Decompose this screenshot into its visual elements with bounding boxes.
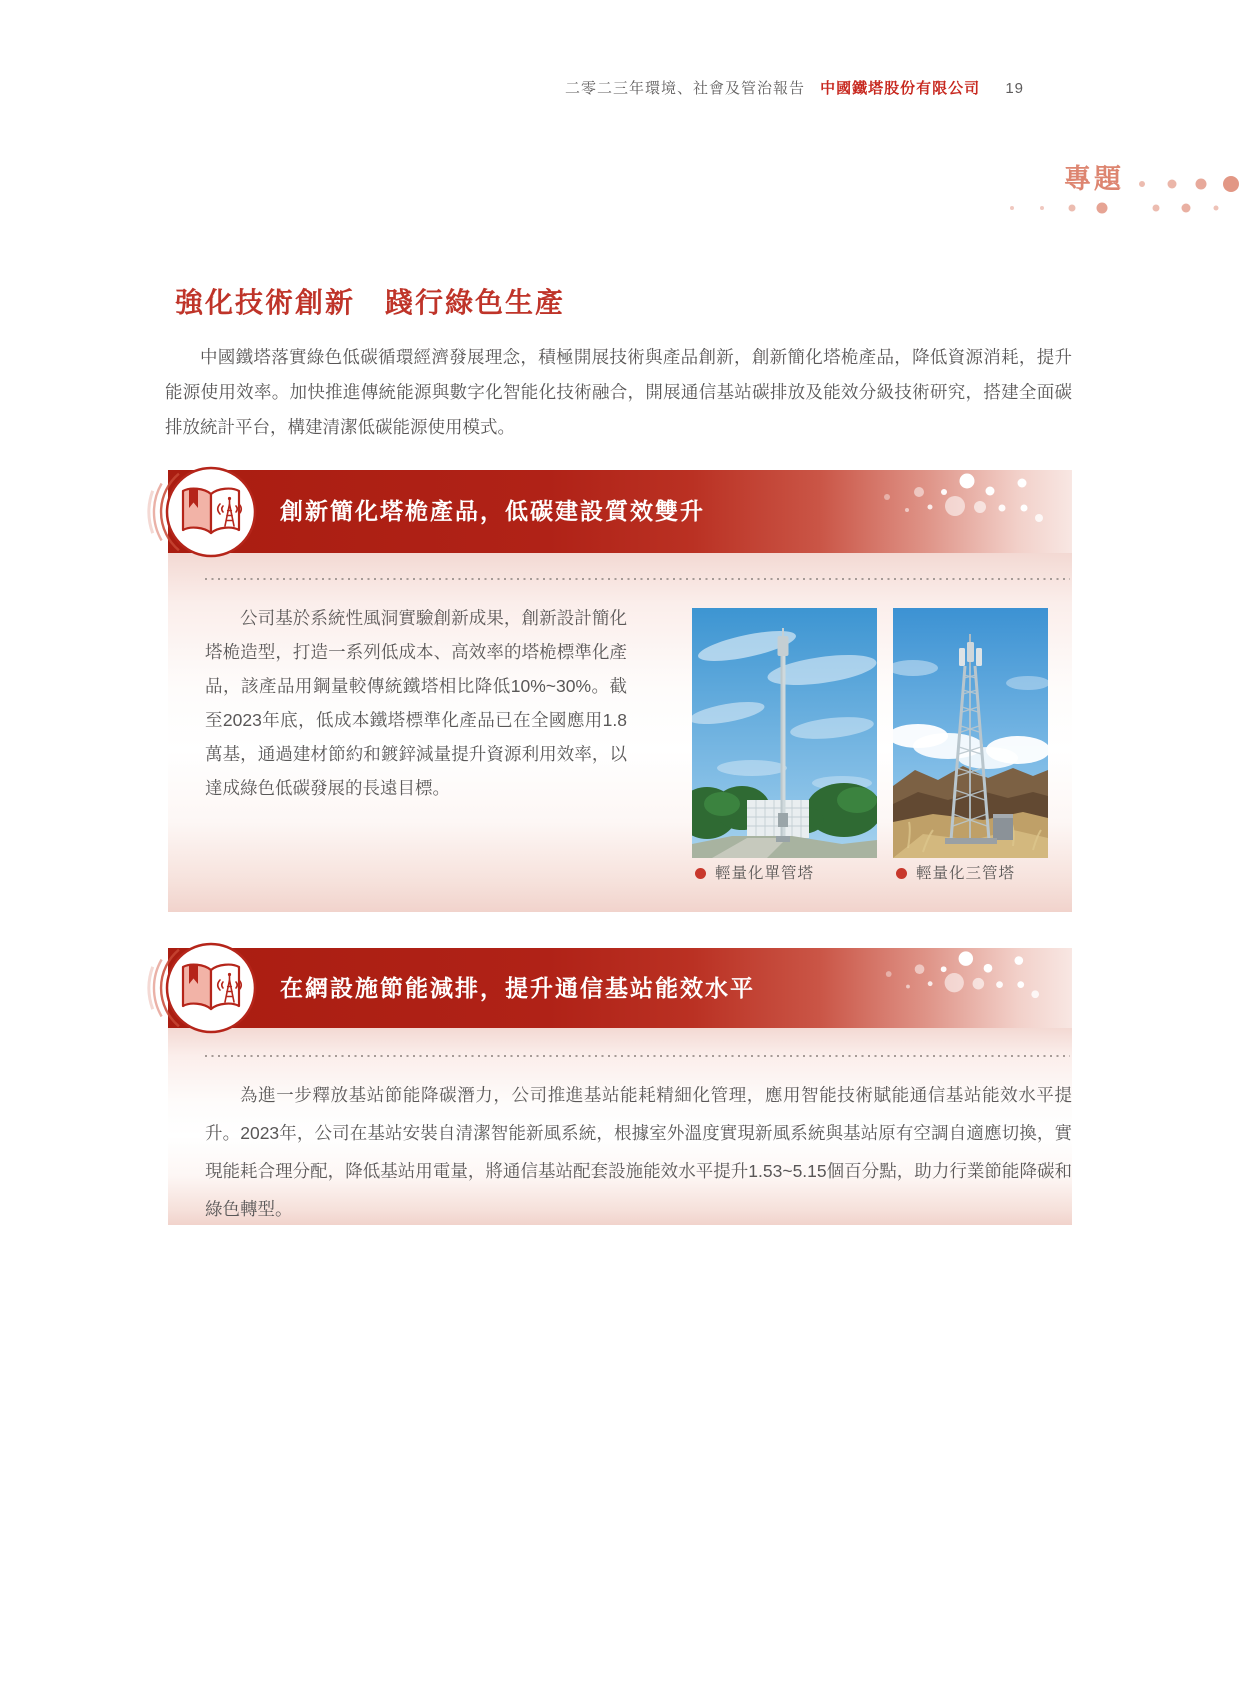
red-bullet-icon <box>695 868 706 879</box>
report-title: 二零二三年環境、社會及管治報告 <box>564 80 805 97</box>
dots-decoration <box>814 470 1054 553</box>
section-tab-label: 專題 <box>1064 164 1124 194</box>
photo-lattice-tower <box>893 608 1048 858</box>
red-bullet-icon <box>896 868 907 879</box>
intro-paragraph: 中國鐵塔落實綠色低碳循環經濟發展理念，積極開展技術與產品創新，創新簡化塔桅產品，降低資源消耗，提升能源使用效率。加快推進傳統能源與數字化智能化技術融合，開展通信基站碳排放及能效分級技術研究，搭建全面碳排放統計平台，構建清潔低碳能源使用模式。 <box>165 347 1072 437</box>
section-banner-title: 在網設施節能減排，提升通信基站能效水平 <box>280 975 755 1001</box>
dots-decoration <box>814 948 1054 1028</box>
page-header <box>565 77 1024 98</box>
section-banner-title: 創新簡化塔桅產品，低碳建設質效雙升 <box>280 498 705 524</box>
dots-decoration <box>1000 176 1240 220</box>
photo-caption <box>695 861 814 883</box>
dotted-divider <box>205 578 1070 580</box>
section-body-text: 為進一步釋放基站節能降碳潛力，公司推進基站能耗精細化管理，應用智能技術賦能通信基站能效水平提升。2023年，公司在基站安裝自清潔智能新風系統，根據室外溫度實現新風系統與基站原有空調自適應切換，實現能耗合理分配，降低基站用電量，將通信基站配套設施能效水平提升1.53~5.15個百分點，助力行業節能降碳和綠色轉型。 <box>205 1085 1072 1219</box>
dotted-divider <box>205 1055 1070 1057</box>
book-tower-icon <box>136 926 286 1050</box>
page-number: 19 <box>1005 80 1024 97</box>
photo-caption-label: 輕量化三管塔 <box>916 865 1016 882</box>
section-tower-products <box>168 470 1072 912</box>
page-title: 強化技術創新 踐行綠色生產 <box>175 287 566 318</box>
photo-caption <box>896 861 1015 883</box>
company-name: 中國鐵塔股份有限公司 <box>820 80 981 97</box>
book-tower-icon <box>136 450 286 574</box>
photo-caption-label: 輕量化單管塔 <box>715 865 815 882</box>
section-energy-saving <box>168 948 1072 1225</box>
section-banner <box>168 948 1072 1028</box>
section-body-text: 公司基於系統性風洞實驗創新成果，創新設計簡化塔桅造型，打造一系列低成本、高效率的塔桅標準化產品，該產品用鋼量較傳統鐵塔相比降低10%~30%。截至2023年底，低成本鐵塔標準化產品已在全國應用1.8萬基，通過建材節約和鍍鋅減量提升資源利用效率，以達成綠色低碳發展的長遠目標。 <box>205 608 627 798</box>
photo-monopole-tower <box>692 608 877 858</box>
section-banner <box>168 470 1072 553</box>
